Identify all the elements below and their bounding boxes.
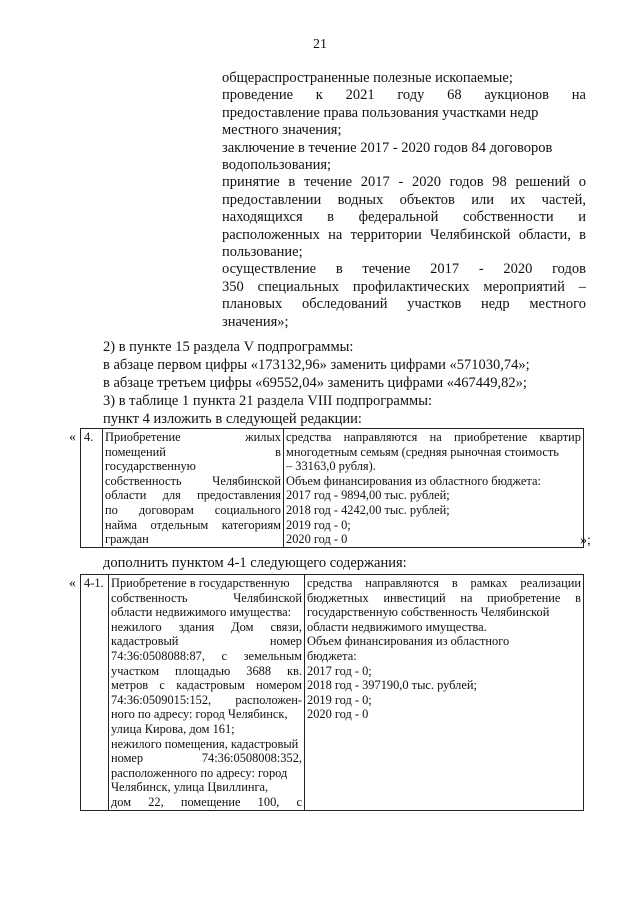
cell-line: ного по адресу: город Челябинск, <box>111 707 288 722</box>
cell-line <box>105 503 281 518</box>
word: дом <box>111 794 132 809</box>
word: договорам <box>138 502 194 517</box>
word: 22, <box>148 794 164 809</box>
word: 2020 <box>411 174 441 191</box>
item-description <box>109 575 305 811</box>
table-point-4-1 <box>80 574 584 811</box>
word: - <box>398 174 404 191</box>
list-line: заключение в течение 2017 - 2020 годов 84 договоров <box>222 139 553 156</box>
word: 3688 <box>246 663 272 678</box>
cell-line: государственную <box>105 459 196 474</box>
cell-line <box>111 678 302 693</box>
word: помещение <box>180 794 241 809</box>
page-number: 21 <box>313 37 327 52</box>
word: помещений <box>105 444 166 459</box>
list-line: значения»; <box>222 313 289 330</box>
cell-line: расположенного по адресу: город <box>111 765 288 780</box>
table-point-4 <box>80 428 584 548</box>
word: о <box>578 174 586 191</box>
word: найма <box>105 517 138 532</box>
word: направляются <box>343 430 418 444</box>
word: жилых <box>245 430 281 444</box>
word: на <box>328 226 343 243</box>
word: средства <box>307 576 353 590</box>
cell-line: 2017 год - 0; <box>307 663 372 678</box>
list-line: предоставление права пользования участками недр <box>222 104 539 121</box>
word: 98 <box>492 174 507 191</box>
list-line <box>222 87 586 104</box>
word: собственность <box>105 473 182 488</box>
cell-line: Приобретение в государственную <box>111 576 290 590</box>
item-financing <box>284 429 584 548</box>
word: Челябинской <box>212 473 281 488</box>
word: социального <box>214 502 281 517</box>
word: федеральной <box>358 209 439 226</box>
list-line: пользование; <box>222 244 303 261</box>
word: течение <box>303 174 353 191</box>
word: собственность <box>111 590 188 605</box>
word: Челябинской <box>233 590 302 605</box>
word: с <box>296 794 302 809</box>
cell-line <box>111 693 302 708</box>
word: направляются <box>365 576 439 590</box>
word: находящихся <box>222 209 303 226</box>
cell-line <box>307 576 581 591</box>
cell-line: – 33163,0 рубля). <box>286 459 376 474</box>
word: в <box>579 226 586 243</box>
word: предоставлении <box>222 191 322 208</box>
word: осуществление <box>222 261 317 278</box>
word: в <box>327 209 335 226</box>
table-row <box>81 575 584 811</box>
word: средства <box>286 430 332 444</box>
cell-line <box>286 430 581 445</box>
word: 350 <box>222 278 244 295</box>
paragraph-item-3: 3) в таблице 1 пункта 21 раздела VIII подпрограммы: <box>103 393 432 409</box>
word: принятие <box>222 174 280 191</box>
word: объектов <box>399 191 455 208</box>
word: по <box>105 502 118 517</box>
word: для <box>162 488 181 503</box>
word: в <box>335 261 343 278</box>
word: бюджетных <box>307 590 369 605</box>
word: номером <box>256 678 302 693</box>
word: мероприятий <box>483 278 565 295</box>
cell-line: области недвижимого имущества: <box>111 605 292 620</box>
list-line: местного значения; <box>222 122 342 139</box>
word: на <box>460 590 473 605</box>
list-line <box>222 261 586 278</box>
word: 2017 <box>360 174 390 191</box>
word: категориям <box>221 517 281 532</box>
open-quote: « <box>69 430 76 445</box>
cell-line: области недвижимого имущества. <box>307 619 487 634</box>
word: 74:36:0509015:152, <box>111 692 212 707</box>
word: аукционов <box>484 87 550 104</box>
word: приобретение <box>487 590 561 605</box>
word: 74:36:0508008:352, <box>201 751 302 766</box>
word: площадью <box>175 663 231 678</box>
item-description <box>103 429 284 548</box>
word: решений <box>515 174 571 191</box>
word: участков <box>407 296 462 313</box>
cell-line <box>111 795 302 810</box>
word: году <box>397 87 425 104</box>
objectives-list <box>222 70 586 331</box>
word: расположенных <box>222 226 320 243</box>
word: области, <box>518 226 571 243</box>
cell-line <box>111 591 302 606</box>
word: 68 <box>447 87 462 104</box>
word: в <box>275 444 281 459</box>
word: их <box>510 191 526 208</box>
cell-line: Челябинск, улица Цвиллинга, <box>111 780 269 795</box>
paragraph-abzac-1: в абзаце первом цифры «173132,96» заменить цифрами «571030,74»; <box>103 357 530 373</box>
cell-line: 2020 год - 0 <box>286 532 348 547</box>
word: - <box>478 261 484 278</box>
word: специальных <box>257 278 339 295</box>
word: плановых <box>222 296 283 313</box>
cell-line <box>105 474 281 489</box>
word: в <box>288 174 296 191</box>
word: обследований <box>301 296 388 313</box>
word: собственности <box>462 209 554 226</box>
cell-line: граждан <box>105 532 149 547</box>
word: с <box>159 678 165 693</box>
open-quote-2: « <box>69 576 76 591</box>
item-financing <box>305 575 584 811</box>
word: в <box>575 590 581 605</box>
row-number: 4-1. <box>81 575 109 811</box>
cell-line <box>111 634 302 649</box>
word: профилактических <box>352 278 470 295</box>
word: или <box>471 191 494 208</box>
word: к <box>315 87 323 104</box>
cell-line: 2018 год - 4242,00 тыс. рублей; <box>286 502 450 517</box>
cell-line <box>105 430 281 445</box>
cell-line: многодетным семьям (средняя рыночная стоимость <box>286 444 559 459</box>
list-line: общераспространенные полезные ископаемые; <box>222 70 513 86</box>
list-line <box>222 174 586 191</box>
cell-line <box>111 620 302 635</box>
list-line <box>222 279 586 296</box>
word: земельным <box>243 648 302 663</box>
word: Приобретение <box>105 430 181 444</box>
word: на <box>429 430 442 444</box>
word: местного <box>529 296 586 313</box>
list-line <box>222 209 586 226</box>
word: водных <box>337 191 384 208</box>
word: отдельным <box>150 517 209 532</box>
word: рамках <box>470 576 508 590</box>
list-line <box>222 296 586 313</box>
word: частей, <box>541 191 586 208</box>
word: на <box>571 87 586 104</box>
word: предоставления <box>197 488 281 503</box>
word: кадастровый <box>111 634 179 649</box>
list-line: водопользования; <box>222 157 332 174</box>
cell-line <box>111 664 302 679</box>
word: годов <box>449 174 484 191</box>
word: связи, <box>270 619 302 634</box>
cell-line: 2018 год - 397190,0 тыс. рублей; <box>307 678 477 693</box>
word: квартир <box>539 430 581 444</box>
cell-line: Объем финансирования из областного бюджета: <box>286 473 541 488</box>
word: – <box>578 278 586 295</box>
word: Челябинской <box>430 226 511 243</box>
word: нежилого <box>111 619 162 634</box>
cell-line: Объем финансирования из областного <box>307 634 510 649</box>
cell-line: нежилого помещения, кадастровый <box>111 736 299 751</box>
word: номер <box>269 634 302 649</box>
word: территории <box>350 226 422 243</box>
word: кв. <box>287 663 302 678</box>
cell-line <box>105 445 281 460</box>
cell-line <box>111 649 302 664</box>
list-line <box>222 192 586 209</box>
cell-line: бюджета: <box>307 648 357 663</box>
cell-line <box>105 488 281 503</box>
paragraph-add-4-1: дополнить пунктом 4-1 следующего содержания: <box>103 555 407 571</box>
word: приобретение <box>453 430 528 444</box>
cell-line: 2019 год - 0; <box>286 517 351 532</box>
word: с <box>221 648 228 663</box>
cell-line: улица Кирова, дом 161; <box>111 721 235 736</box>
cell-line: 2019 год - 0; <box>307 692 372 707</box>
word: здания <box>178 619 215 634</box>
word: кадастровым <box>176 678 245 693</box>
cell-line <box>105 518 281 533</box>
word: 74:36:0508088:87, <box>111 648 205 663</box>
cell-line: 2017 год - 9894,00 тыс. рублей; <box>286 488 450 503</box>
cell-line: государственную собственность Челябинской <box>307 605 550 620</box>
word: Дом <box>231 619 254 634</box>
word: 100, <box>257 794 280 809</box>
word: и <box>578 209 586 226</box>
word: проведение <box>222 87 294 104</box>
cell-line <box>111 751 302 766</box>
word: 2021 <box>345 87 375 104</box>
close-quote: »; <box>580 533 591 548</box>
word: годов <box>552 261 586 278</box>
word: метров <box>111 678 149 693</box>
cell-line: 2020 год - 0 <box>307 707 369 722</box>
word: участком <box>111 663 160 678</box>
word: 2020 <box>503 261 533 278</box>
paragraph-item-2: 2) в пункте 15 раздела V подпрограммы: <box>103 339 354 355</box>
cell-line <box>307 591 581 606</box>
word: течение <box>362 261 411 278</box>
word: номер <box>111 751 144 766</box>
word: недр <box>481 296 510 313</box>
row-number: 4. <box>81 429 103 548</box>
word: 2017 <box>430 261 460 278</box>
word: расположен- <box>235 692 302 707</box>
table-row <box>81 429 584 548</box>
word: инвестиций <box>383 590 446 605</box>
list-line <box>222 227 586 244</box>
word: реализации <box>520 576 581 590</box>
paragraph-point-4: пункт 4 изложить в следующей редакции: <box>103 411 362 427</box>
word: области <box>105 488 147 503</box>
paragraph-abzac-3: в абзаце третьем цифры «69552,04» заменить цифрами «467449,82»; <box>103 375 527 391</box>
word: в <box>451 576 458 590</box>
